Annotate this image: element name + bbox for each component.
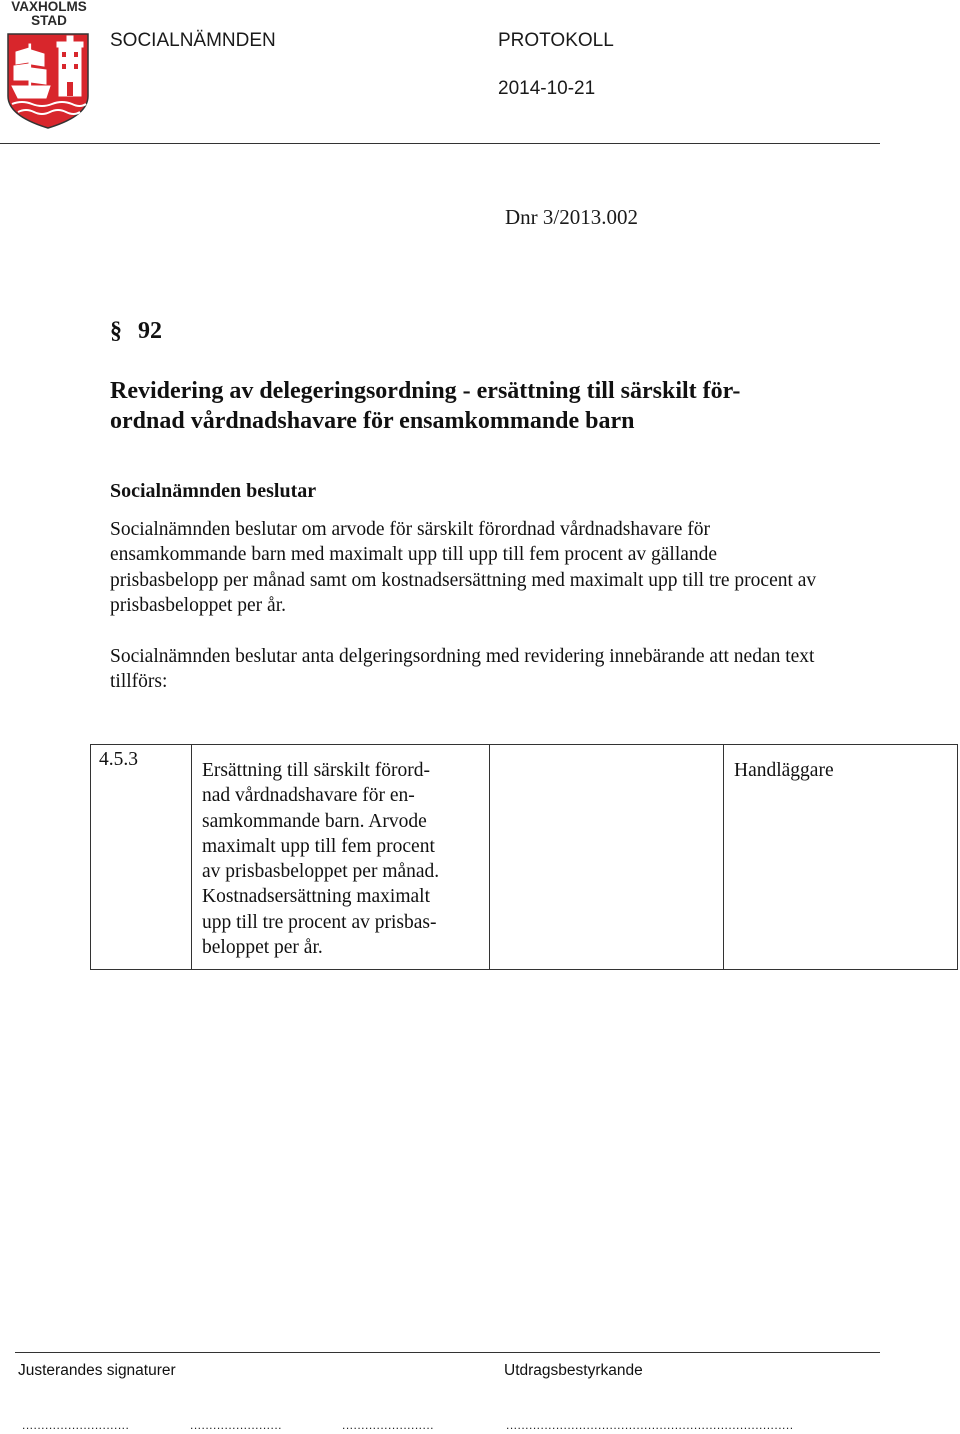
organization-name: SOCIALNÄMNDEN xyxy=(110,30,276,51)
signature-line-2: ........................ xyxy=(190,1418,283,1432)
logo-text-line2: STAD xyxy=(31,13,67,28)
description-line: Kostnadsersättning maximalt xyxy=(202,886,431,908)
signature-line-3: ........................ xyxy=(342,1418,435,1432)
table-cell-description xyxy=(192,745,490,970)
table-cell-code xyxy=(91,745,192,970)
delegation-description xyxy=(192,745,489,960)
table-cell-role xyxy=(724,745,958,970)
section-heading xyxy=(110,318,162,345)
table-row xyxy=(91,745,958,970)
description-line: maximalt upp till fem procent xyxy=(202,835,435,857)
table-cell-empty xyxy=(490,745,724,970)
document-date: 2014-10-21 xyxy=(498,78,596,99)
document-type: PROTOKOLL xyxy=(498,30,614,51)
extract-certification-label: Utdragsbestyrkande xyxy=(504,1362,643,1379)
description-line: samkommande barn. Arvode xyxy=(202,810,427,832)
title-line-1: Revidering av delegeringsordning - ersättning till särskilt för- xyxy=(110,378,741,404)
decision-heading: Socialnämnden beslutar xyxy=(110,480,317,502)
description-line: upp till tre procent av prisbas- xyxy=(202,911,437,933)
signature-line-1: ............................ xyxy=(22,1418,130,1432)
header-divider xyxy=(0,143,880,144)
page-title xyxy=(110,376,810,436)
decision-paragraph-2: Socialnämnden beslutar anta delgeringsordning med revidering innebärande att nedan text tillförs: xyxy=(110,646,815,693)
section-symbol: § xyxy=(110,318,122,344)
description-line: Ersättning till särskilt förord- xyxy=(202,760,431,781)
signatures-label: Justerandes signaturer xyxy=(18,1362,176,1379)
footer-divider xyxy=(15,1352,880,1353)
reference-number: Dnr 3/2013.002 xyxy=(505,205,638,229)
delegate-role: Handläggare xyxy=(734,760,834,781)
decision-paragraph-1: Socialnämnden beslutar om arvode för särskilt förordnad vårdnadshavare för ensamkommande barn med maximalt upp till upp till fem procent av gällande prisbasbelopp per månad samt om kostnadsersättning med maximalt upp till tre procent av prisbasbeloppet per år. xyxy=(110,519,817,616)
delegation-code: 4.5.3 xyxy=(99,749,138,770)
description-line: nad vårdnadshavare för en- xyxy=(202,785,415,807)
logo-text-line1: VAXHOLMS xyxy=(11,0,87,14)
extract-signature-line: ........................................................................... xyxy=(506,1418,794,1432)
description-line: av prisbasbeloppet per månad. xyxy=(202,861,440,883)
title-line-2: ordnad vårdnadshavare för ensamkommande barn xyxy=(110,408,635,434)
vaxholm-coat-of-arms-icon xyxy=(4,0,92,130)
delegation-table xyxy=(90,744,958,970)
description-line: beloppet per år. xyxy=(202,937,323,959)
section-number: 92 xyxy=(138,318,162,344)
